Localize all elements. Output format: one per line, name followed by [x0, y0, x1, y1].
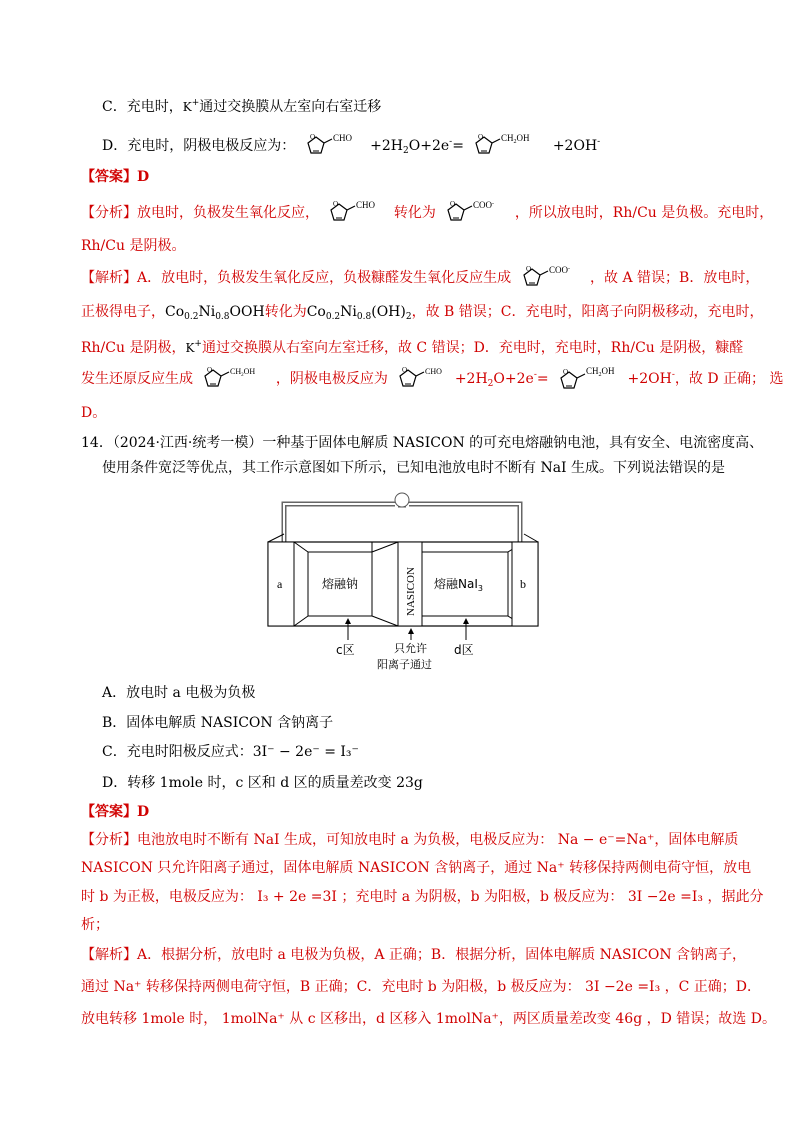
furfuryl-alcohol-molecule — [197, 364, 271, 394]
battery-diagram-svg — [262, 488, 552, 678]
furfuryl-alcohol-molecule — [553, 364, 623, 394]
svg-text:COO-: COO- — [473, 200, 495, 210]
question-14-line2: 使用条件宽泛等优点，其工作示意图如下所示，已知电池放电时不断有 NaI 生成。下列说法错误的是 — [102, 460, 726, 476]
analysis-14-line4: 析； — [81, 917, 109, 933]
answer-14: 【答案】D — [81, 804, 150, 820]
explanation-14-line2: 通过 Na⁺ 转移保持两侧电荷守恒，B 正确；C．充电时 b 为阳极，b 极反应为： 3I −2e =I₃ ，C 正确；D． — [81, 979, 762, 995]
option-c-13: C．充电时，K+通过交换膜从左室向右室迁移 — [102, 98, 382, 115]
nasicon-membrane-label: NASICON — [405, 567, 417, 616]
svg-text:O: O — [402, 366, 408, 374]
analysis-14-line2: NASICON 只允许阳离子通过，固体电解质 NASICON 含钠离子，通过 Na⁺ 转移保持两侧电荷守恒，放电 — [81, 860, 752, 876]
molten-sodium-label: 熔融钠 — [322, 577, 359, 591]
analysis-14-line3: 时 b 为正极，电极反应为： I₃ + 2e =3I ；充电时 a 为阴极，b 为阳极，b 极反应为： 3I −2e =I₃ ，据此分 — [81, 889, 764, 905]
svg-text:CHO: CHO — [425, 367, 443, 376]
explanation-14-line3: 放电转移 1mole 时， 1molNa⁺ 从 c 区移出，d 区移入 1molNa⁺，两区质量差改变 46g ，D 错误；故选 D。 — [81, 1011, 776, 1027]
option-c-14: C．充电时阳极反应式：3I⁻ − 2e⁻ = I₃⁻ — [102, 744, 359, 760]
analysis-13-line1: 【分析】放电时，负极发生氧化反应， O CHO 转化为 O COO- ，所以放电时，Rh/Cu 是负极。充电时， — [81, 198, 773, 228]
electrode-a-label: a — [277, 577, 283, 591]
membrane-note-2: 阳离子通过 — [377, 658, 432, 671]
option-b-14: B．固体电解质 NASICON 含钠离子 — [102, 715, 334, 731]
svg-text:O: O — [525, 265, 531, 273]
svg-text:O: O — [333, 200, 339, 208]
answer-13: 【答案】D — [81, 169, 150, 185]
zone-c-label: c区 — [336, 643, 355, 657]
svg-text:O: O — [207, 366, 213, 374]
option-d-13: D．充电时，阴极电极反应为： O CHO $+2H_2O+2e^-=$ O $CH_2OH$ +2OH- — [102, 127, 600, 166]
furfural-molecule — [323, 198, 389, 228]
option-a-14: A．放电时 a 电极为负极 — [102, 685, 256, 701]
furfural-molecule — [300, 131, 366, 161]
explanation-13-line2: 正极得电子，$Co_{0.2}Ni_{0.8}OOH$转化为$Co_{0.2}Ni_{0.8}(OH)_2$，故 B 错误；C．充电时，阳离子向阴极移动，充电时， — [81, 304, 764, 322]
svg-text:CHO: CHO — [332, 133, 352, 143]
explanation-13-line1: 【解析】A．放电时，负极发生氧化反应，负极糠醛发生氧化反应生成 O COO- ，故 A 错误；B．放电时， — [81, 263, 759, 293]
furfural-molecule — [392, 364, 450, 394]
electrode-b-label: b — [520, 577, 526, 591]
svg-text:O: O — [309, 133, 315, 141]
svg-text:O: O — [478, 133, 484, 141]
svg-text:CH2OH: $CH_2OH$ — [501, 133, 530, 145]
zone-d-label: d区 — [454, 643, 474, 657]
svg-text:CHO: CHO — [356, 200, 376, 210]
explanation-13-line3: Rh/Cu 是阴极，K+通过交换膜从右室向左室迁移，故 C 错误；D．充电时，充电时，Rh/Cu 是阴极，糠醛 — [81, 339, 744, 356]
question-14-line1: 14．（2024·江西·统考一模）一种基于固体电解质 NASICON 的可充电熔融钠电池，具有安全、电流密度高、 — [81, 435, 764, 451]
furfuryl-alcohol-molecule — [468, 131, 548, 161]
light-bulb-icon — [395, 493, 409, 507]
battery-diagram — [262, 488, 552, 682]
explanation-13-line5: D。 — [81, 405, 107, 421]
svg-text:COO-: COO- — [548, 265, 570, 275]
svg-text:O: O — [450, 200, 456, 208]
analysis-14-line1: 【分析】电池放电时不断有 NaI 生成，可知放电时 a 为负极，电极反应为： Na − e⁻=Na⁺，固体电解质 — [81, 832, 739, 848]
furoate-molecule — [440, 198, 510, 228]
explanation-14-line1: 【解析】A．根据分析，放电时 a 电极为负极，A 正确；B．根据分析，固体电解质 NASICON 含钠离子， — [81, 947, 747, 963]
option-d-14: D．转移 1mole 时，c 区和 d 区的质量差改变 23g — [102, 775, 423, 791]
analysis-13-line2: Rh/Cu 是阴极。 — [81, 238, 186, 254]
molten-nai3-label: 熔融NaI$_3$ — [434, 577, 483, 593]
explanation-13-line4: 发生还原反应生成 O $CH_2OH$ ，阴极电极反应为 O CHO $+2H_2O+2e^-=$ O $CH_2OH$ +2OH-，故 D 正确； 选 — [81, 360, 783, 399]
svg-text:O: O — [563, 368, 569, 376]
furoate-molecule — [516, 263, 586, 293]
membrane-note-1: 只允许 — [394, 642, 427, 655]
svg-text:CH2OH: $CH_2OH$ — [230, 367, 256, 378]
svg-text:CH2OH: $CH_2OH$ — [586, 366, 615, 378]
